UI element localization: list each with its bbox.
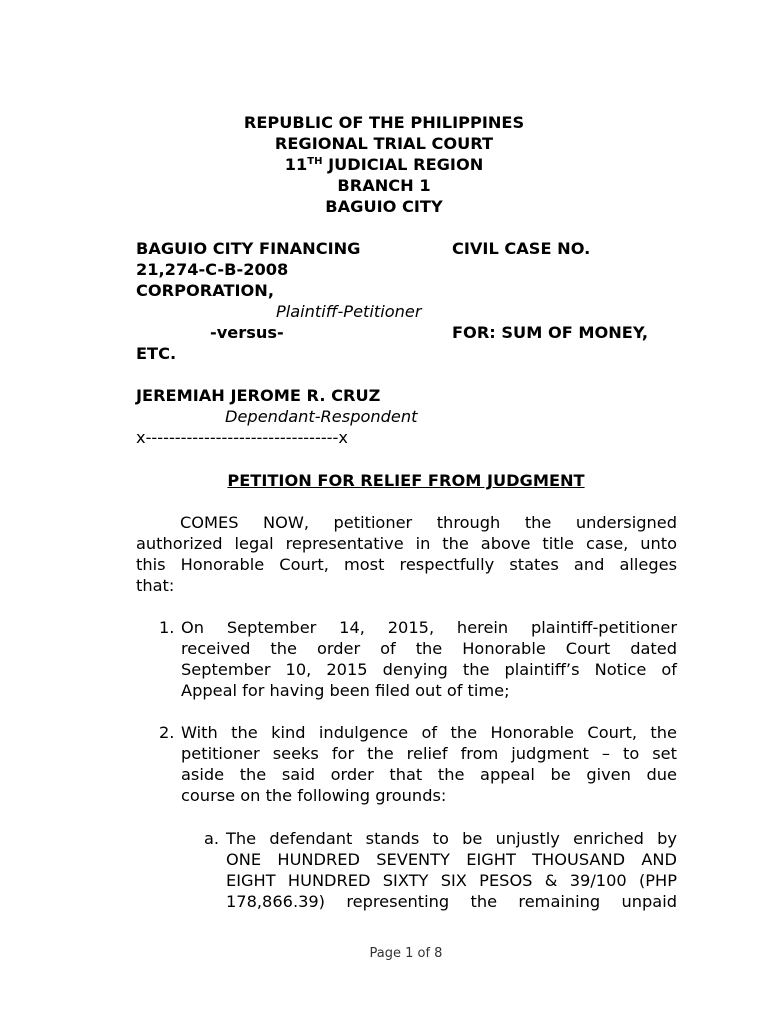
case-number-label: CIVIL CASE NO.	[452, 239, 591, 258]
subitem-a-line: ONE HUNDRED SEVENTY EIGHT THOUSAND AND	[226, 850, 677, 869]
header-branch: BRANCH 1	[337, 176, 431, 195]
intro-line: this Honorable Court, most respectfully states and alleges	[136, 555, 677, 574]
nature-of-case: FOR: SUM OF MONEY,	[452, 323, 649, 342]
subitem-a-line: 178,866.39) representing the remaining unpaid	[226, 892, 677, 911]
header-court: REGIONAL TRIAL COURT	[274, 134, 494, 153]
intro-line: that:	[136, 576, 175, 595]
nature-etc: ETC.	[136, 344, 177, 363]
item-2-marker: 2.	[159, 723, 175, 742]
court-header	[0, 112, 768, 217]
region-label: JUDICIAL REGION	[322, 155, 484, 174]
caption-separator: x---------------------------------x	[136, 428, 348, 447]
defendant-role: Dependant-Respondent	[225, 407, 418, 426]
document-title-text: PETITION FOR RELIEF FROM JUDGMENT	[227, 471, 585, 490]
item-1-line: September 10, 2015 denying the plaintiff’s Notice of	[181, 660, 677, 679]
page-number: Page 1 of 8	[369, 946, 443, 961]
versus-label: -versus-	[210, 323, 284, 342]
subitem-a-paragraph	[226, 828, 677, 912]
defendant-name: JEREMIAH JEROME R. CRUZ	[136, 386, 381, 405]
document-title	[0, 470, 768, 491]
intro-line: COMES NOW, petitioner through the undersigned	[180, 513, 677, 532]
item-1-line: Appeal for having been filed out of time;	[181, 681, 510, 700]
item-2-line: With the kind indulgence of the Honorable Court, the	[181, 723, 677, 742]
subitem-a-line: EIGHT HUNDRED SIXTY SIX PESOS & 39/100 (PHP	[226, 871, 677, 890]
item-2-paragraph	[181, 722, 677, 806]
item-2-line: aside the said order that the appeal be given due	[181, 765, 677, 784]
intro-line: authorized legal representative in the above title case, unto	[136, 534, 677, 553]
header-region	[0, 154, 768, 175]
header-republic: REPUBLIC OF THE PHILIPPINES	[243, 113, 525, 132]
item-1-line: received the order of the Honorable Court dated	[181, 639, 677, 658]
case-number: 21,274-C-B-2008	[136, 260, 289, 279]
item-1-line: On September 14, 2015, herein plaintiff-petitioner	[181, 618, 677, 637]
item-1-marker: 1.	[159, 618, 175, 637]
item-2-line: course on the following grounds:	[181, 786, 447, 805]
item-2-line: petitioner seeks for the relief from judgment – to set	[181, 744, 677, 763]
plaintiff-name-line1: BAGUIO CITY FINANCING	[136, 239, 361, 258]
item-1-paragraph	[181, 617, 677, 701]
subitem-a-line: The defendant stands to be unjustly enriched by	[226, 829, 677, 848]
region-number: 11	[284, 155, 308, 174]
plaintiff-name-line2: CORPORATION,	[136, 281, 274, 300]
region-superscript: TH	[307, 156, 323, 167]
subitem-a-marker: a.	[204, 829, 220, 848]
plaintiff-role: Plaintiff-Petitioner	[276, 302, 422, 321]
intro-paragraph	[136, 512, 677, 596]
header-city: BAGUIO CITY	[325, 197, 443, 216]
